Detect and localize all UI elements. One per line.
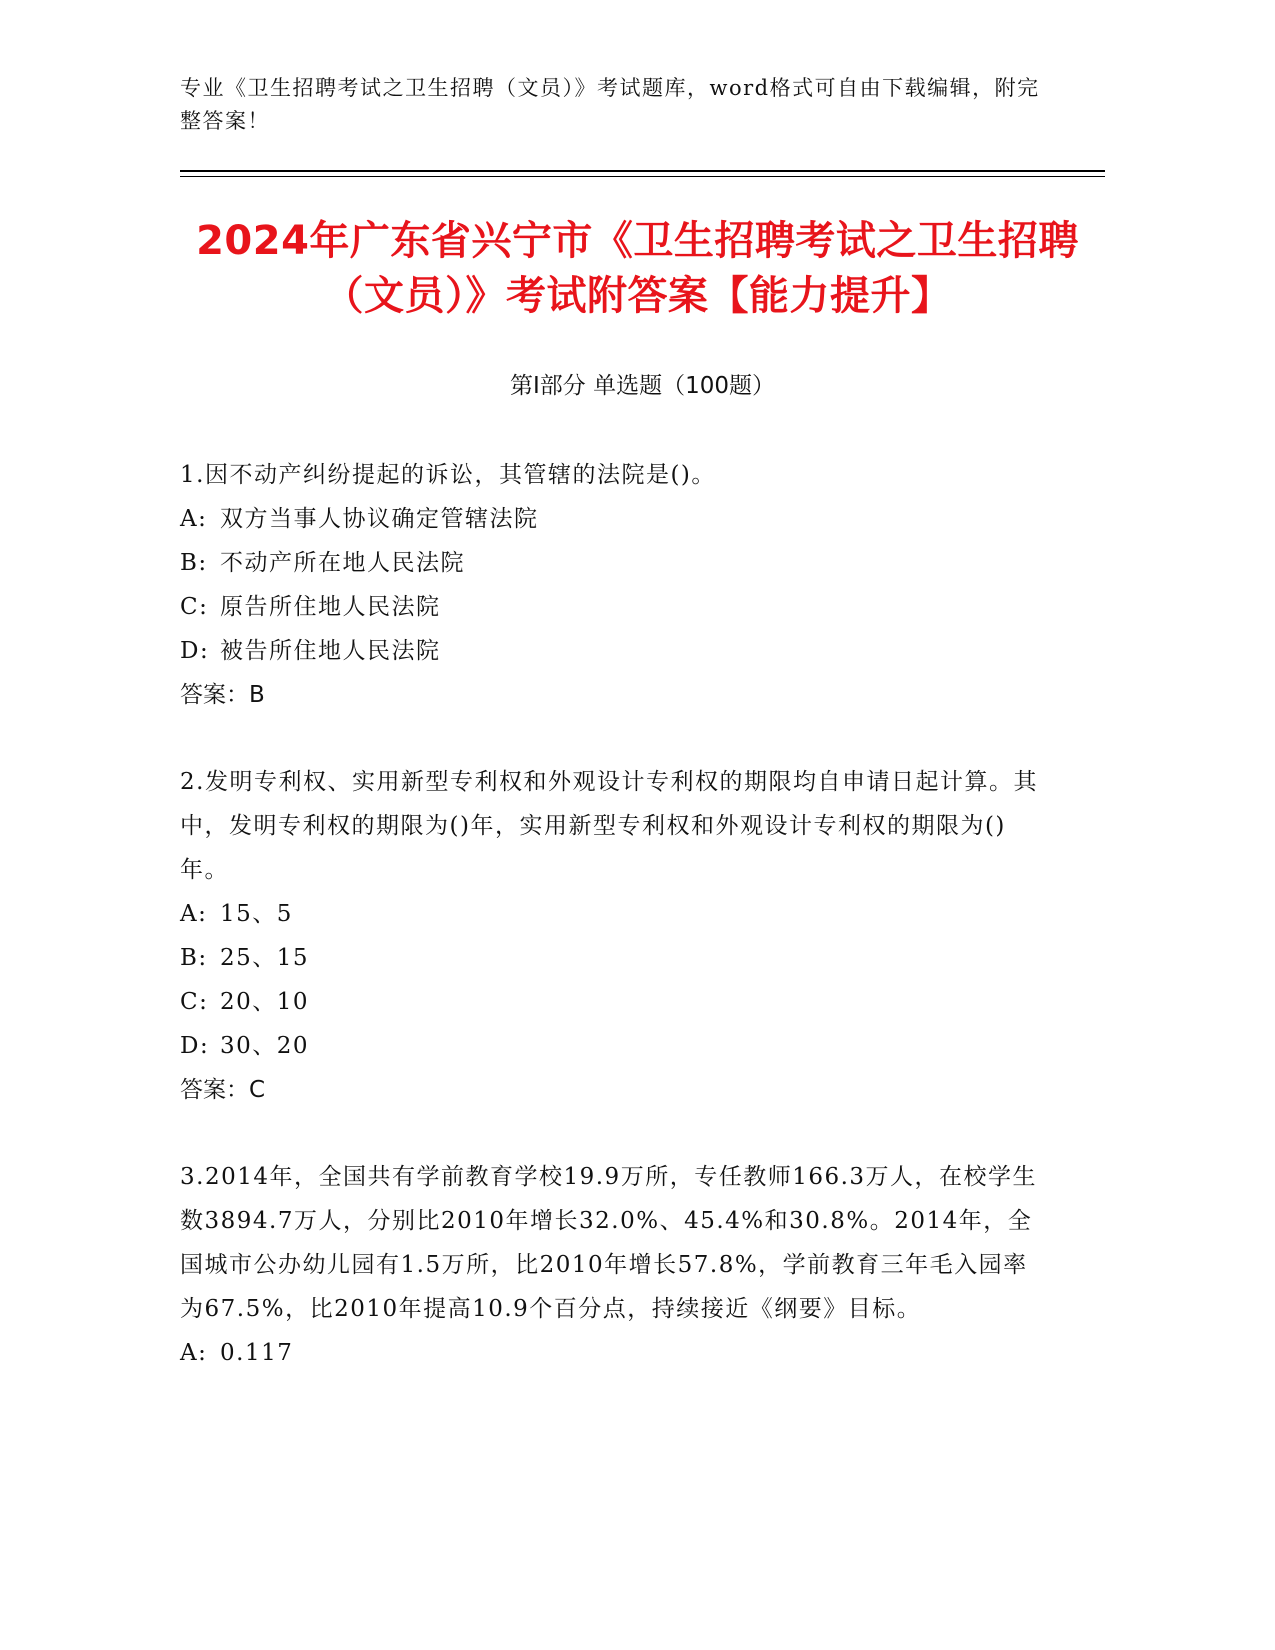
option-a — [180, 497, 1050, 541]
option-c — [180, 585, 1050, 629]
option-key: C: — [180, 594, 209, 620]
option-key: B: — [180, 945, 208, 971]
option-key: D: — [180, 638, 210, 664]
option-text: 被告所住地人民法院 — [220, 638, 441, 664]
option-a — [180, 892, 1050, 936]
question-spacer — [180, 717, 1050, 760]
question-stem: 2.发明专利权、实用新型专利权和外观设计专利权的期限均自申请日起计算。其中，发明专利权的期限为()年，实用新型专利权和外观设计专利权的期限为()年。 — [180, 769, 1038, 883]
question-list — [180, 453, 1050, 1375]
header-divider-thin — [180, 176, 1105, 177]
option-text: 双方当事人协议确定管辖法院 — [220, 506, 539, 532]
option-text: 15、5 — [220, 901, 293, 927]
option-key: A: — [180, 901, 208, 927]
option-text: 不动产所在地人民法院 — [220, 550, 465, 576]
question-1 — [180, 453, 1050, 717]
option-b — [180, 541, 1050, 585]
option-key: C: — [180, 989, 209, 1015]
option-text: 原告所住地人民法院 — [220, 594, 441, 620]
option-text: 20、10 — [220, 989, 310, 1015]
question-3 — [180, 1155, 1050, 1375]
option-d — [180, 629, 1050, 673]
question-stem: 3.2014年，全国共有学前教育学校19.9万所，专任教师166.3万人，在校学生数3894.7万人，分别比2010年增长32.0%、45.4%和30.8%。2014年，全国城市公办幼儿园有1.5万所，比2010年增长57.8%，学前教育三年毛入园率为67.5%，比2010年提高10.9个百分点，持续接近《纲要》目标。 — [180, 1164, 1038, 1322]
option-text: 30、20 — [220, 1033, 310, 1059]
section-title: 第I部分 单选题（100题） — [510, 373, 775, 399]
question-2 — [180, 760, 1050, 1112]
option-key: A: — [180, 506, 208, 532]
question-stem: 1.因不动产纠纷提起的诉讼，其管辖的法院是()。 — [180, 462, 716, 488]
option-a — [180, 1331, 1050, 1375]
option-key: B: — [180, 550, 208, 576]
option-key: A: — [180, 1340, 208, 1366]
option-c — [180, 980, 1050, 1024]
document-title: 2024年广东省兴宁市《卫生招聘考试之卫生招聘（文员）》考试附答案【能力提升】 — [196, 218, 1079, 319]
option-text: 25、15 — [220, 945, 310, 971]
option-b — [180, 936, 1050, 980]
option-text: 0.117 — [220, 1340, 294, 1366]
question-spacer — [180, 1112, 1050, 1155]
option-d — [180, 1024, 1050, 1068]
header-divider-thick — [180, 170, 1105, 172]
option-key: D: — [180, 1033, 210, 1059]
answer-line: 答案：B — [180, 682, 265, 708]
answer-line: 答案：C — [180, 1077, 266, 1103]
header-note: 专业《卫生招聘考试之卫生招聘（文员）》考试题库，word格式可自由下载编辑，附完整答案！ — [180, 76, 1040, 133]
